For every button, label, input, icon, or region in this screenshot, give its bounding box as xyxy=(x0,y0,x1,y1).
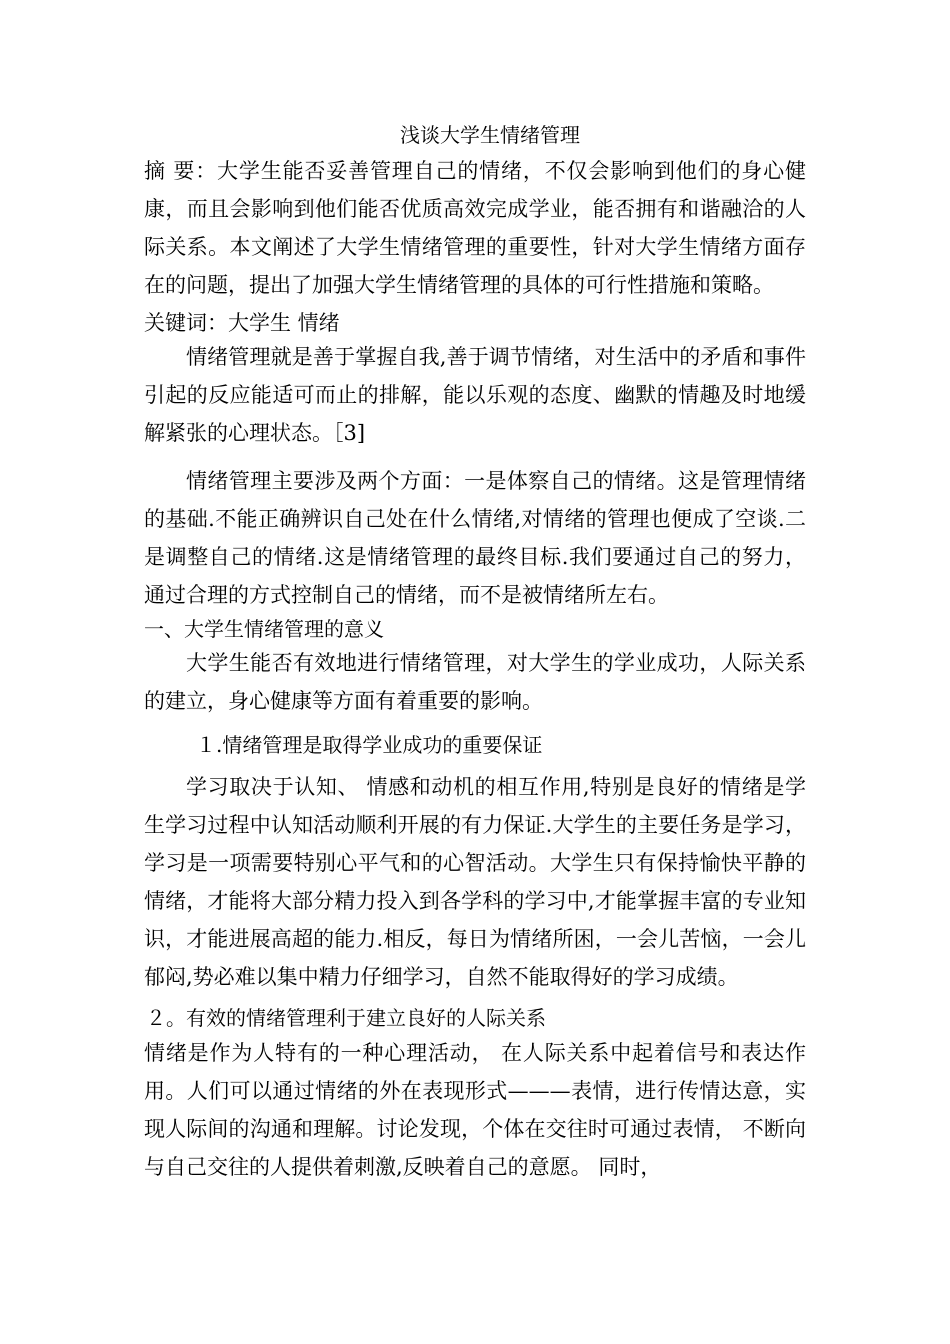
body-paragraph-1: 情绪管理就是善于掌握自我,善于调节情绪，对生活中的矛盾和事件引起的反应能适可而止的排解，能以乐观的态度、幽默的情趣及时地缓解紧张的心理状态。［3] xyxy=(144,345,806,445)
subsection-2-text: 情绪是作为人特有的一种心理活动， 在人际关系中起着信号和表达作用。人们可以通过情绪的外在表现形式———表情，进行传情达意，实现人际间的沟通和理解。讨论发现，个体在交往时可通过表情， 不断向与自己交往的人提供着刺激,反映着自己的意愿。 同时， xyxy=(144,1041,806,1179)
subsection-1-text: 学习取决于认知、 情感和动机的相互作用,特别是良好的情绪是学生学习过程中认知活动顺利开展的有力保证.大学生的主要任务是学习，学习是一项需要特别心平气和的心智活动。大学生只有保持愉快平静的情绪，才能将大部分精力投入到各学科的学习中,才能掌握丰富的专业知识，才能进展高超的能力.相反，每日为情绪所困，一会儿苦恼，一会儿郁闷,势必难以集中精力仔细学习，自然不能取得好的学习成绩。 xyxy=(144,775,806,989)
keywords-line: 关键词：大学生 情绪 xyxy=(144,311,340,335)
abstract-paragraph: 摘 要：大学生能否妥善管理自己的情绪，不仅会影响到他们的身心健康，而且会影响到他们能否优质高效完成学业，能否拥有和谐融洽的人际关系。本文阐述了大学生情绪管理的重要性，针对大学生情绪方面存在的问题，提出了加强大学生情绪管理的具体的可行性措施和策略。 xyxy=(144,159,806,297)
section-1-heading: 一、大学生情绪管理的意义 xyxy=(144,617,384,641)
document-title: 浅谈大学生情绪管理 xyxy=(400,123,580,147)
document-page xyxy=(144,118,806,1186)
section-1-intro: 大学生能否有效地进行情绪管理，对大学生的学业成功，人际关系的建立，身心健康等方面有着重要的影响。 xyxy=(144,651,806,713)
subsection-2-heading: ２。有效的情绪管理利于建立良好的人际关系 xyxy=(146,1006,546,1030)
subsection-1-heading: １.情绪管理是取得学业成功的重要保证 xyxy=(196,733,543,757)
body-paragraph-2: 情绪管理主要涉及两个方面：一是体察自己的情绪。这是管理情绪的基础.不能正确辨识自己处在什么情绪,对情绪的管理也便成了空谈.二是调整自己的情绪.这是情绪管理的最终目标.我们要通过自己的努力，通过合理的方式控制自己的情绪，而不是被情绪所左右。 xyxy=(144,469,806,607)
